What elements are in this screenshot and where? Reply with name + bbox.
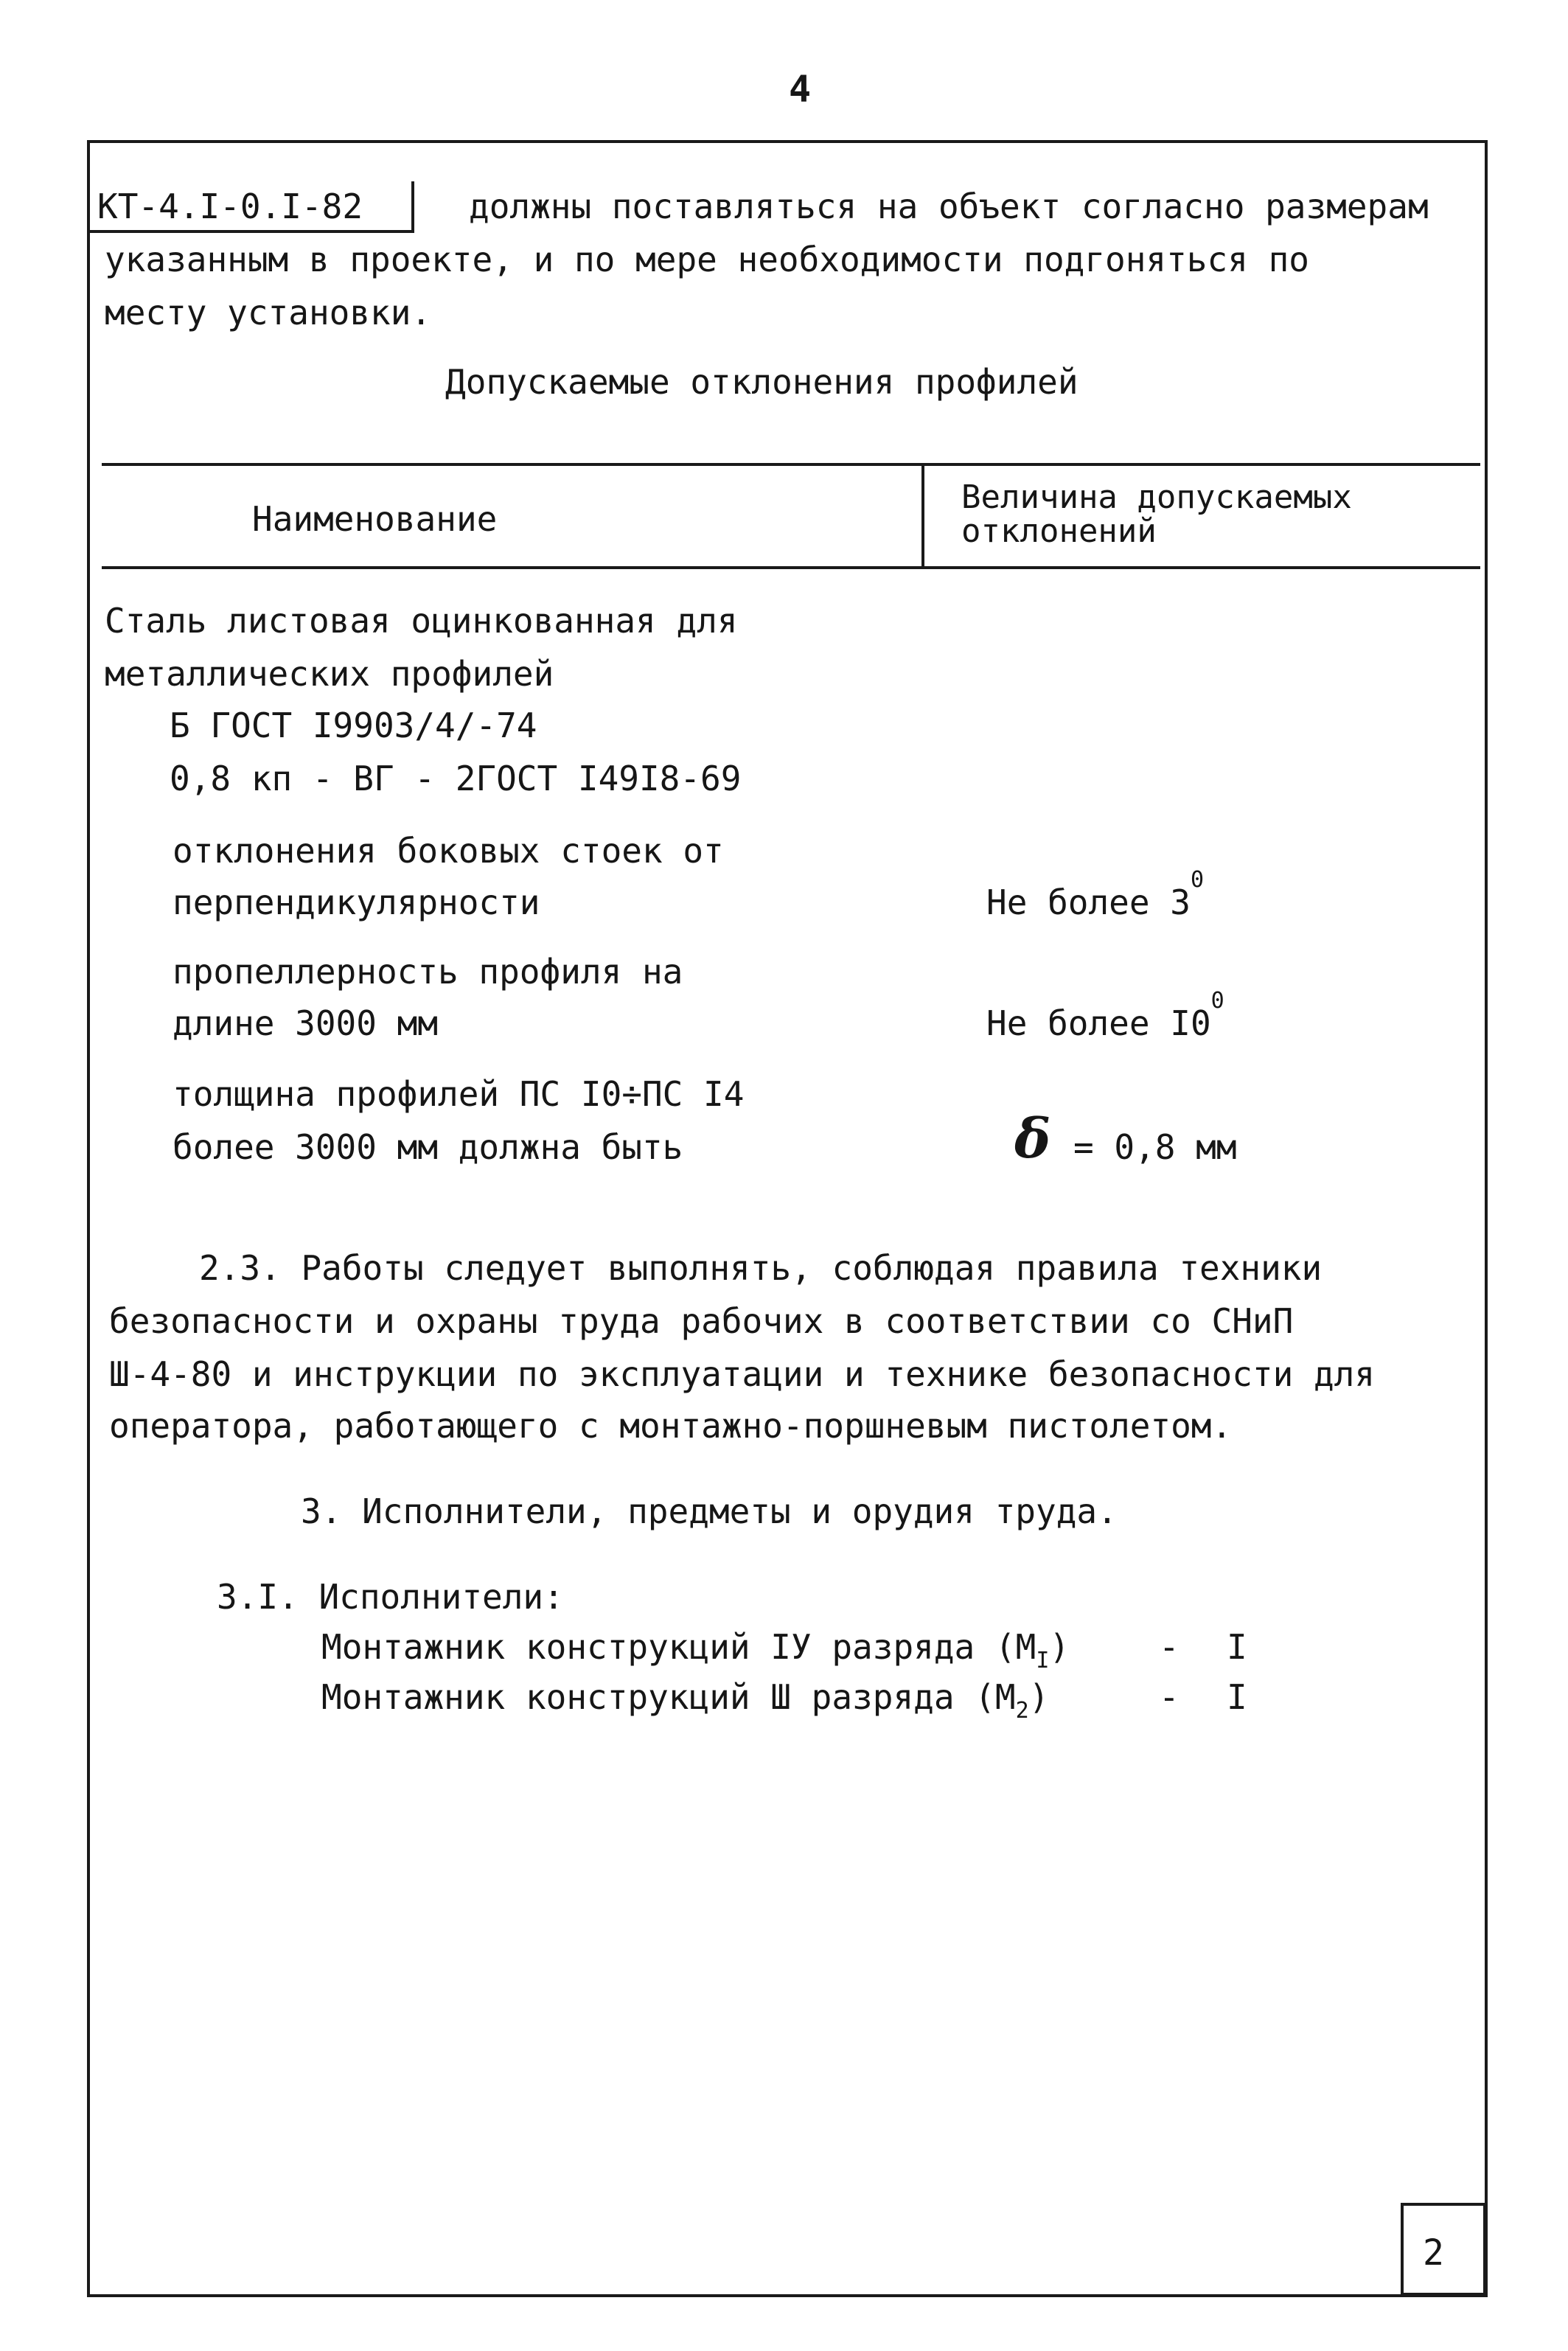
material-line-4: 0,8 кп - ВГ - 2ГОСТ I49I8-69 (170, 759, 742, 798)
worker-2: Монтажник конструкций Ш разряда $(М_2)$ (321, 1677, 1050, 1724)
table-header-name: Наименование (252, 499, 498, 539)
table-top-rule (102, 463, 1480, 466)
row-2-name-2: длине 3000 мм (173, 1003, 439, 1043)
doc-code: КТ-4.I-0.I-82 (97, 187, 363, 226)
delta-symbol: δ (1014, 1107, 1051, 1171)
sheet-number: 2 (1423, 2232, 1444, 2274)
worker-1-dash: - (1159, 1627, 1180, 1667)
row-2-value: Не более $I0^0$ (986, 988, 1224, 1043)
table-header-value-2: отклонений (961, 512, 1157, 550)
page-number: 4 (789, 68, 812, 111)
intro-line-2: указанным в проекте, и по мере необходимости подгоняться по (105, 240, 1309, 279)
row-1-value: Не более $3^0$ (986, 867, 1205, 922)
table-header-value-1: Величина допускаемых (961, 478, 1352, 516)
section-3-title: 3. Исполнители, предметы и орудия труда. (301, 1491, 1118, 1531)
worker-1-count: I (1227, 1627, 1247, 1667)
material-line-2: металлических профилей (105, 654, 554, 694)
section-2-3-line-4: оператора, работающего с монтажно-поршневым пистолетом. (109, 1406, 1233, 1446)
row-1-name-1: отклонения боковых стоек от (173, 831, 724, 871)
worker-2-dash: - (1159, 1677, 1180, 1717)
section-2-3-line-2: безопасности и охраны труда рабочих в соответствии со СНиП (109, 1301, 1294, 1341)
table-title: Допускаемые отклонения профилей (445, 362, 1079, 402)
section-3-1-title: 3.I. Исполнители: (217, 1577, 564, 1617)
worker-2-count: I (1227, 1677, 1247, 1717)
section-2-3-line-1: 2.3. Работы следует выполнять, соблюдая правила техники (199, 1248, 1323, 1288)
table-header-rule (102, 566, 1480, 569)
row-1-name-2: перпендикулярности (173, 882, 540, 922)
row-3-name-2: более 3000 мм должна быть (173, 1127, 683, 1167)
worker-1: Монтажник конструкций IУ разряда $(М_I)$ (321, 1627, 1070, 1673)
row-2-name-1: пропеллерность профиля на (173, 952, 683, 992)
intro-line-1: должны поставляться на объект согласно размерам (469, 187, 1429, 226)
table-column-divider (921, 463, 924, 569)
section-2-3-line-3: Ш-4-80 и инструкции по эксплуатации и технике безопасности для (109, 1354, 1376, 1394)
material-line-3: Б ГОСТ I9903/4/-74 (170, 706, 537, 745)
row-3-name-1: толщина профилей ПС I0÷ПС I4 (173, 1074, 745, 1114)
row-3-value: = 0,8 мм (1073, 1127, 1237, 1167)
intro-line-3: месту установки. (105, 293, 432, 332)
material-line-1: Сталь листовая оцинкованная для (105, 601, 738, 641)
